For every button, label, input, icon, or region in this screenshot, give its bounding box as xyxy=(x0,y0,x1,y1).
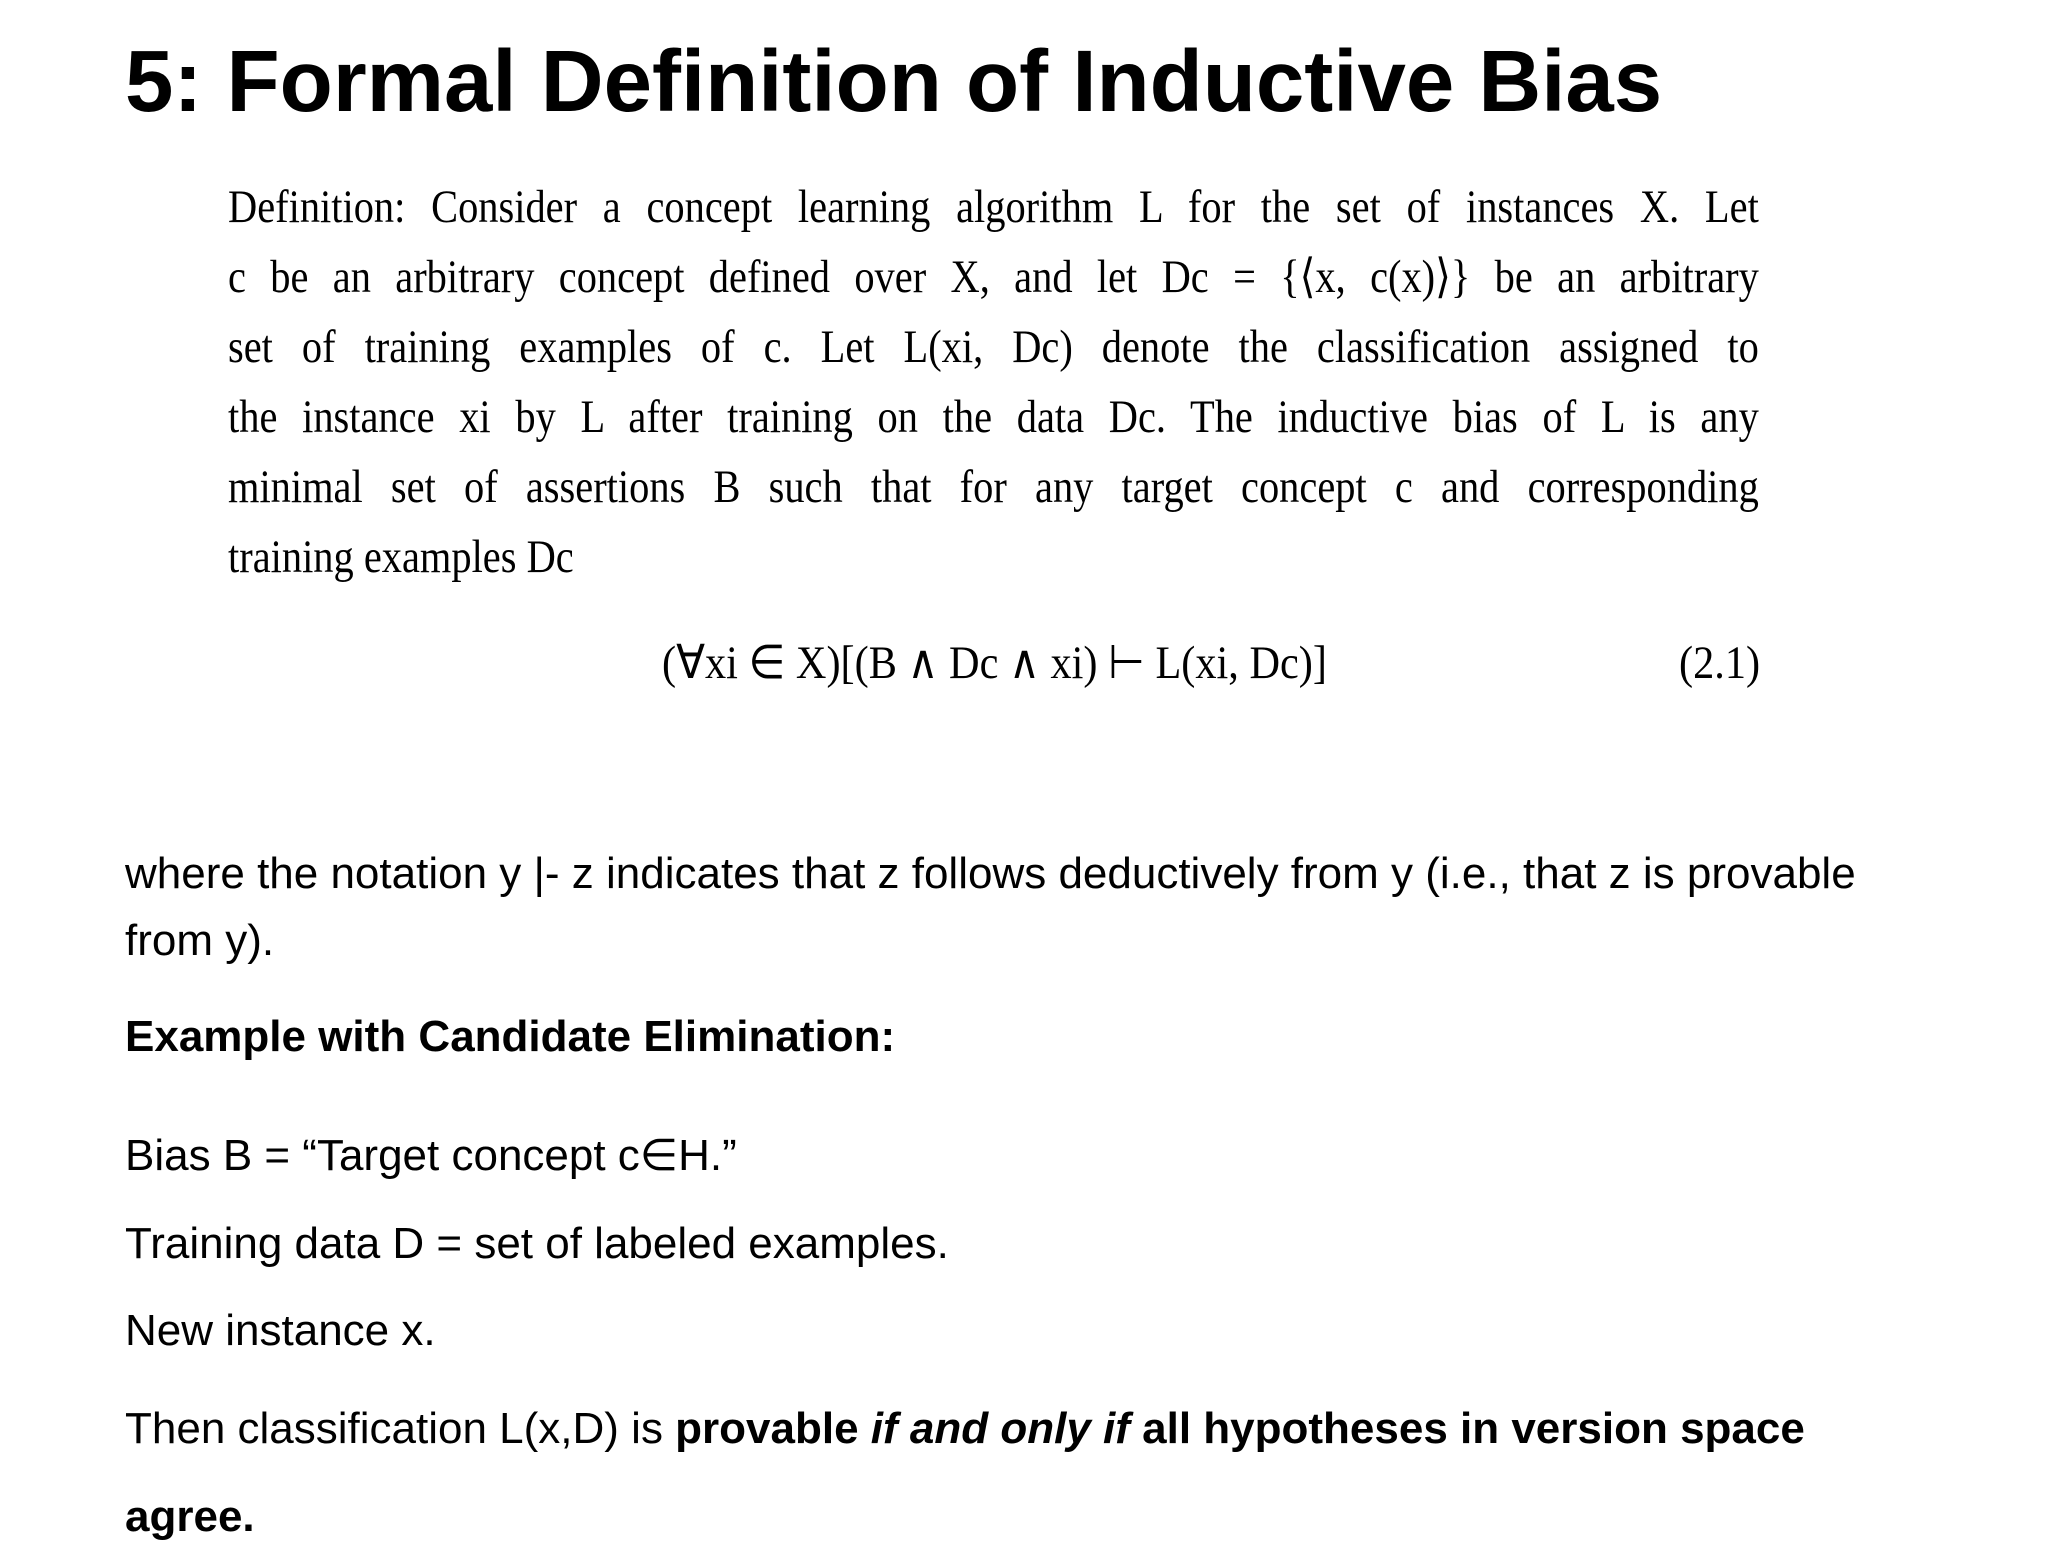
inductive-bias-formula: (∀xi ∈ X)[(B ∧ Dc ∧ xi) ⊢ L(xi, Dc)] xyxy=(662,637,1327,689)
example-conclusion-line xyxy=(125,1385,1905,1561)
conclusion-bold-provable: provable xyxy=(675,1404,871,1453)
example-bias-line: Bias B = “Target concept c∈H.” xyxy=(125,1131,737,1180)
page-title: 5: Formal Definition of Inductive Bias xyxy=(125,33,1663,130)
definition-line: minimal set of assertions B such that for any target concept c and corresponding xyxy=(228,461,1759,513)
definition-block xyxy=(228,172,1759,592)
conclusion-prefix: Then classification L(x,D) is xyxy=(125,1404,676,1453)
example-heading: Example with Candidate Elimination: xyxy=(125,1012,896,1061)
notation-note: where the notation y |- z indicates that z follows deductively from y (i.e., that z is provable from y). xyxy=(125,849,1856,965)
example-training-line: Training data D = set of labeled examples. xyxy=(125,1219,949,1268)
formula-row xyxy=(228,628,1760,698)
conclusion-bold-rest: all hypotheses in version space agree. xyxy=(125,1404,1805,1541)
definition-line: the instance xi by L after training on the data Dc. The inductive bias of L is any xyxy=(228,391,1759,443)
definition-line: set of training examples of c. Let L(xi, Dc) denote the classification assigned to xyxy=(228,321,1759,373)
definition-line: training examples Dc xyxy=(228,531,574,583)
conclusion-iff: if and only if xyxy=(870,1404,1130,1453)
definition-line: c be an arbitrary concept defined over X, and let Dc = {⟨x, c(x)⟩} be an arbitrary xyxy=(228,251,1759,303)
definition-line: Definition: Consider a concept learning algorithm L for the set of instances X. Let xyxy=(228,181,1759,233)
example-instance-line: New instance x. xyxy=(125,1306,436,1355)
equation-number: (2.1) xyxy=(1678,637,1760,689)
